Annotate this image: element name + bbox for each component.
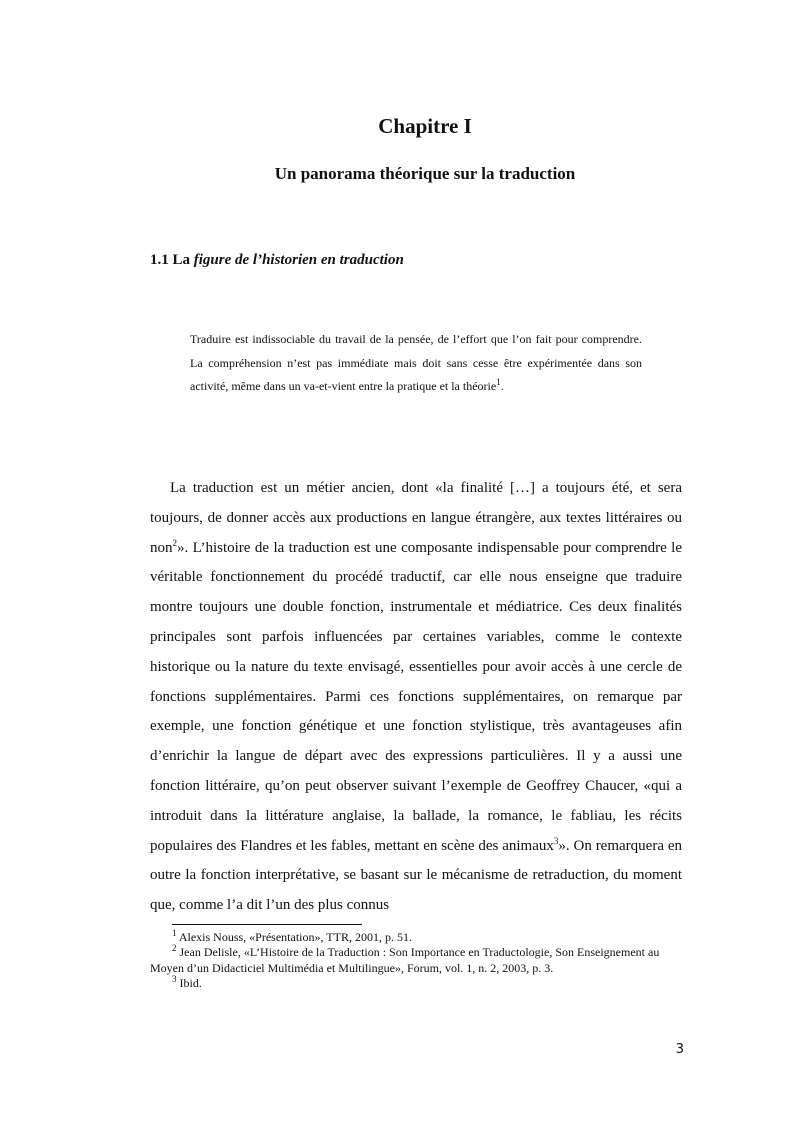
section-heading (150, 252, 404, 269)
chapter-title: Chapitre I (378, 114, 472, 138)
paragraph-part-2: ». L’histoire de la traduction est une composante indispensable pour comprendre le véritable fonctionnement du procédé traductif, car elle nous enseigne que traduire montre toujours une double fonction, instrumentale et médiatrice. Ces deux finalités principales sont parfois influencées par certaines variables, comme le contexte historique ou la nature du texte envisagé, essentielles pour avoir accès à une cercle de fonctions supplémentaires. Parmi ces fonctions supplémentaires, on remarque par exemple, une fonction génétique et une fonction stylistique, très avantageuses afin d’enrichir la langue de départ avec des expressions particulières. Il y a aussi une fonction littéraire, qu’on peut observer suivant l’exemple de Geoffrey Chaucer, «qui a introduit dans la littérature anglaise, la ballade, la romance, le fabliau, les récits populaires des Flandres et les fables, mettant en scène des animaux (150, 539, 682, 854)
footnote-3 (150, 976, 690, 991)
epigraph-quote (190, 328, 642, 399)
footnote-text: Ibid. (176, 976, 202, 991)
footnote-ref-1[interactable]: 1 (496, 377, 501, 387)
footnote-number: 3 (172, 974, 177, 985)
body-paragraph (150, 474, 682, 921)
footnote-separator (172, 924, 362, 925)
footnote-ref-2[interactable]: 2 (172, 537, 177, 548)
footnote-number: 2 (172, 943, 177, 954)
footnote-ref-3[interactable]: 3 (553, 835, 559, 846)
section-number: 1.1 La (150, 252, 194, 268)
footnote-text: Jean Delisle, «L’Histoire de la Traduction : Son Importance en Traductologie, Son Enseignement au Moyen d’un Didacticiel Multimédia et Multilingue», Forum, vol. 1, n. 2, 2003, p. 3. (150, 945, 660, 975)
paragraph-part-3: ». On remarquera en outre la fonction interprétative, se basant sur le mécanisme de retraduction, du moment que, comme l’a dit l’un des plus connus (150, 837, 682, 914)
chapter-subtitle: Un panorama théorique sur la traduction (274, 164, 576, 183)
footnote-number: 1 (172, 928, 177, 938)
footnotes (150, 930, 690, 992)
footnote-1 (150, 930, 690, 945)
epigraph-end: . (500, 379, 504, 393)
paragraph-part-1: La traduction est un métier ancien, dont «la finalité […] a toujours été, et sera toujours, de donner accès aux productions en langue étrangère, aux textes littéraires ou non (150, 480, 682, 556)
page-number: 3 (675, 1042, 684, 1057)
section-title-italic: figure de l’historien en traduction (193, 252, 404, 268)
footnote-2 (150, 945, 690, 976)
footnote-text: Alexis Nouss, «Présentation», TTR, 2001, p. 51. (176, 930, 412, 944)
epigraph-text: Traduire est indissociable du travail de la pensée, de l’effort que l’on fait pour comprendre. La compréhension n’est pas immédiate mais doit sans cesse être expérimentée dans son activité, même dans un va-et-vient entre la pratique et la théorie (190, 332, 642, 393)
